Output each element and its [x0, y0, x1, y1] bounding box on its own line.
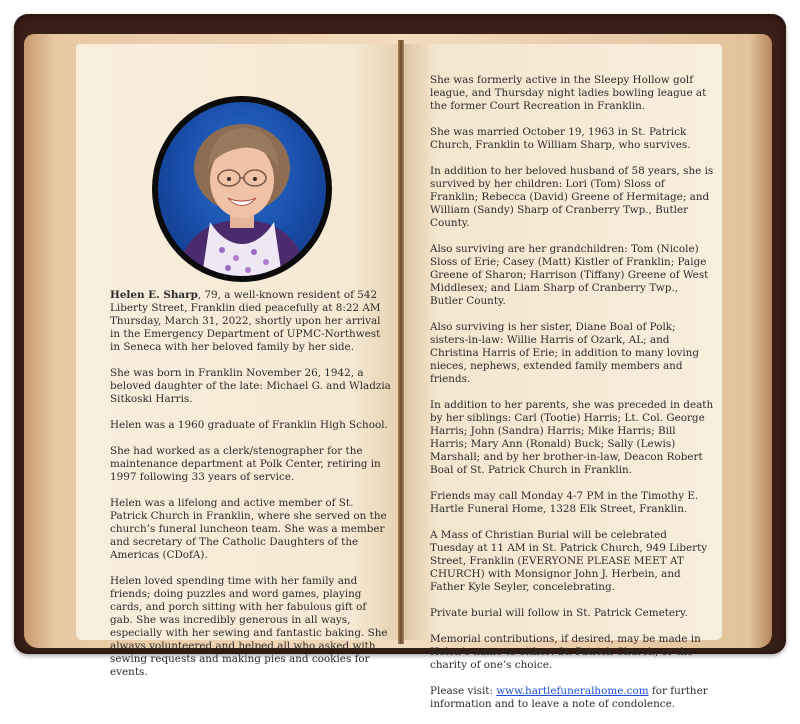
- paragraph-hobbies: Helen loved spending time with her family and friends; doing puzzles and word games, playing cards, and porch sitting with her fabulous gift of gab. She was incredibly generous in all ways, especially with her sewing and fantastic baking. She always volunteered and helped all who asked with sewing requests and making pies and cookies for events.: [110, 575, 388, 678]
- paragraph-career: She had worked as a clerk/stenographer for the maintenance department at Polk Center, retiring in 1997 following 33 years of service.: [110, 445, 381, 483]
- funeral-home-link[interactable]: www.hartlefuneralhome.com: [496, 685, 649, 697]
- paragraph-visitation: Friends may call Monday 4-7 PM in the Timothy E. Hartle Funeral Home, 1328 Elk Street, Franklin.: [430, 490, 699, 515]
- death-notice-text: , 79, a well-known resident of 542 Liberty Street, Franklin died peacefully at 8:22 AM Thursday, March 31, 2022, shortly upon her arrival in the Emergency Department of UPMC-Northwest in Seneca with her beloved family by her side.: [110, 289, 381, 353]
- paragraph-survived-by: In addition to her beloved husband of 58 years, she is survived by her children: Lori (Tom) Sloss of Franklin; Rebecca (David) Greene of Hermitage; and William (Sandy) Sharp of Cranberry Twp., Butler County.: [430, 165, 714, 229]
- paragraph-burial: Private burial will follow in St. Patrick Cemetery.: [430, 607, 688, 619]
- paragraph-grandchildren: Also surviving are her grandchildren: Tom (Nicole) Sloss of Erie; Casey (Matt) Kistler of Franklin; Paige Greene of Sharon; Harrison (Tiffany) Greene of West Middlesex; and Liam Sharp of Cranberry Twp., Butler County.: [430, 243, 709, 307]
- visit-suffix: for further information and to leave a note of condolence.: [430, 685, 708, 710]
- right-column-text: [430, 74, 714, 724]
- paragraph-birth: She was born in Franklin November 26, 1942, a beloved daughter of the late: Michael G. and Wladzia Sitkoski Harris.: [110, 367, 391, 405]
- book-spine: [398, 40, 404, 644]
- paragraph-preceded-in-death: In addition to her parents, she was preceded in death by her siblings: Carl (Tootie) Harris; Lt. Col. George Harris; John (Sandra) Harris; Mike Harris; Bill Harris; Mary Ann (Ronald) Buck; Sally (Lewis) Marshall; and by her brother-in-law, Deacon Robert Boal of St. Patrick Church in Franklin.: [430, 399, 714, 476]
- paragraph-memorials: Memorial contributions, if desired, may be made in Helen’s name to either: St. Patrick Church; or the charity of one’s choice.: [430, 633, 701, 671]
- left-column-text: [110, 289, 392, 692]
- paragraph-leagues: She was formerly active in the Sleepy Hollow golf league, and Thursday night ladies bowling league at the former Court Recreation in Franklin.: [430, 74, 707, 112]
- paragraph-marriage: She was married October 19, 1963 in St. Patrick Church, Franklin to William Sharp, who survives.: [430, 126, 691, 151]
- paragraph-visit-website: [430, 685, 714, 711]
- visit-prefix: Please visit:: [430, 685, 497, 697]
- portrait-illustration: [158, 102, 326, 276]
- paragraph-mass: A Mass of Christian Burial will be celebrated Tuesday at 11 AM in St. Patrick Church, 949 Liberty Street, Franklin (EVERYONE PLEASE MEET AT CHURCH) with Monsignor John J. Herbein, and Father Kyle Seyler, concelebrating.: [430, 529, 708, 593]
- paragraph-church: Helen was a lifelong and active member of St. Patrick Church in Franklin, where she served on the church’s funeral luncheon team. She was a member and secretary of The Catholic Daughters of the Americas (CDofA).: [110, 497, 387, 561]
- portrait-frame: [152, 96, 332, 282]
- paragraph-education: Helen was a 1960 graduate of Franklin High School.: [110, 419, 388, 431]
- portrait-photo: [158, 102, 326, 276]
- deceased-name: Helen E. Sharp: [110, 289, 198, 301]
- paragraph-siblings-surviving: Also surviving is her sister, Diane Boal of Polk; sisters-in-law: Willie Harris of Ozark, AL; and Christina Harris of Erie; in addition to many loving nieces, nephews, extended family members and friends.: [430, 321, 699, 385]
- paragraph-death-notice: [110, 289, 392, 354]
